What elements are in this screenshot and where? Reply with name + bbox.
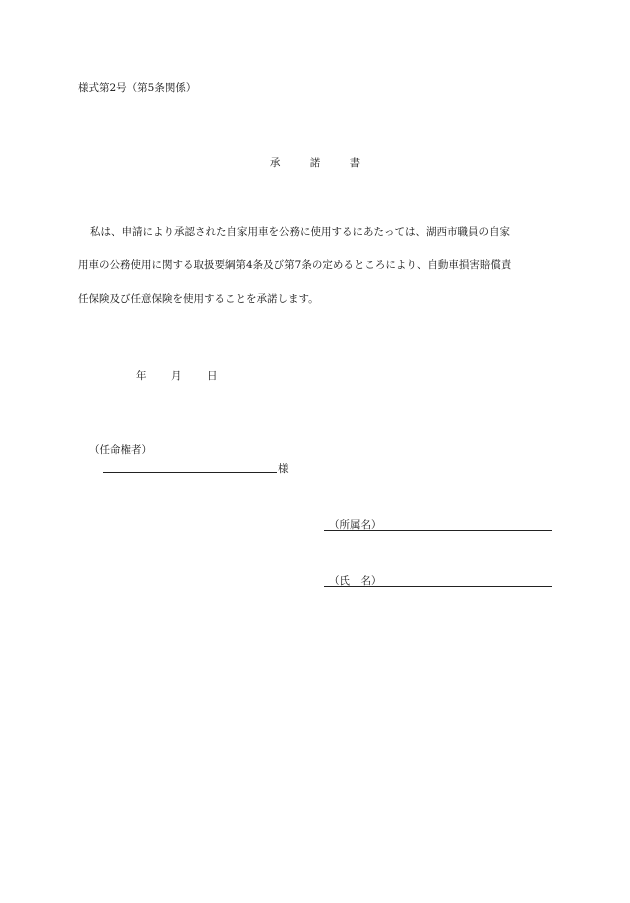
date-day-label: 日 bbox=[207, 370, 218, 382]
name-label: （氏 名） bbox=[329, 575, 382, 587]
body-text-line-2: 用車の公務使用に関する取扱要綱第4条及び第7条の定めるところにより、自動車損害賠償責 bbox=[78, 259, 512, 271]
appointer-label: （任命権者） bbox=[89, 444, 152, 456]
title-char-3: 書 bbox=[349, 157, 361, 169]
title-char-1: 承 bbox=[269, 157, 281, 169]
form-number: 様式第2号（第5条関係） bbox=[78, 82, 197, 94]
title-char-2: 諾 bbox=[309, 157, 321, 169]
affiliation-field[interactable] bbox=[324, 517, 552, 531]
appointer-name-field[interactable] bbox=[103, 459, 277, 473]
date-month-label: 月 bbox=[171, 370, 182, 382]
affiliation-label: （所属名） bbox=[329, 519, 382, 531]
date-year-label: 年 bbox=[136, 370, 147, 382]
body-text-line-3: 任保険及び任意保険を使用することを承諾します。 bbox=[78, 293, 319, 305]
document-title bbox=[0, 155, 630, 170]
appointer-honorific: 様 bbox=[278, 463, 289, 475]
name-field[interactable] bbox=[324, 573, 552, 587]
body-text-line-1: 私は、申請により承認された自家用車を公務に使用するにあたっては、湖西市職員の自家 bbox=[90, 226, 510, 238]
